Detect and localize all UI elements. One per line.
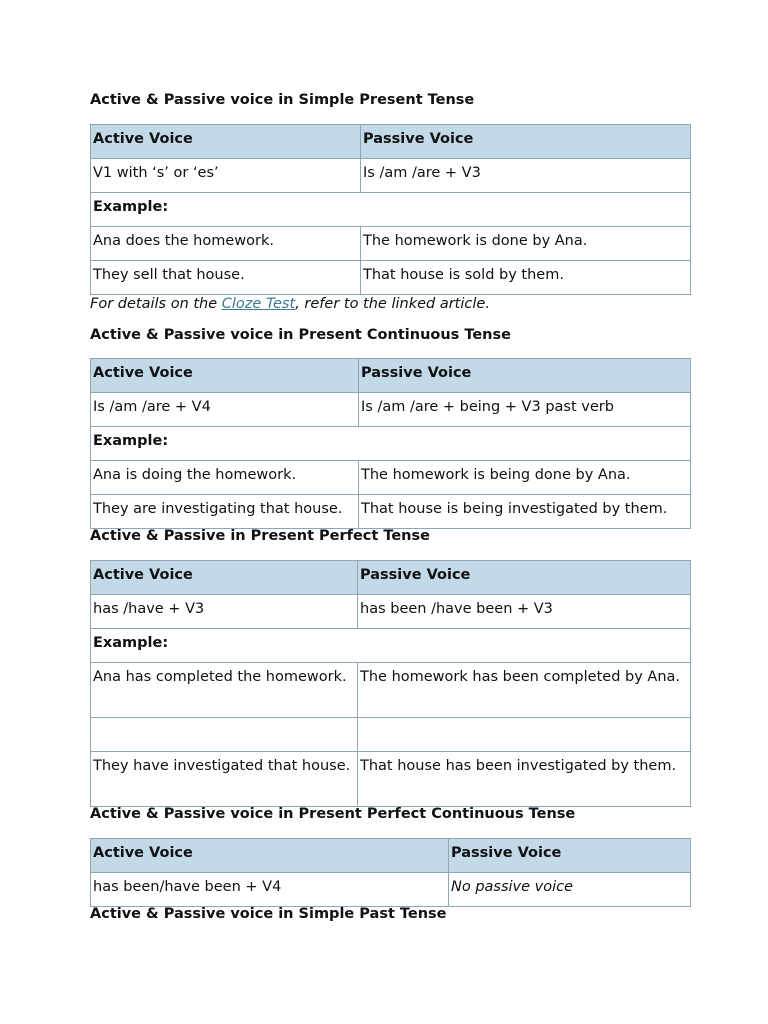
example-active: [91, 718, 358, 752]
example-label-row: [91, 629, 691, 663]
section-heading-simple-past: Active & Passive voice in Simple Past Tense: [90, 906, 447, 922]
section-heading-simple-present: Active & Passive voice in Simple Present Tense: [90, 92, 475, 108]
table-present-continuous: [90, 358, 691, 529]
table-row: [91, 663, 691, 718]
table-simple-present: [90, 124, 691, 295]
formula-active: has been/have been + V4: [91, 873, 449, 907]
cloze-test-note: [90, 296, 490, 312]
example-label-row: [91, 193, 691, 227]
example-label: Example:: [91, 193, 691, 227]
formula-passive: Is /am /are + being + V3 past verb: [359, 393, 691, 427]
example-active: Ana is doing the homework.: [91, 461, 359, 495]
header-passive-voice: Passive Voice: [361, 125, 691, 159]
header-passive-voice: Passive Voice: [359, 359, 691, 393]
example-active: Ana does the homework.: [91, 227, 361, 261]
example-passive: The homework is being done by Ana.: [359, 461, 691, 495]
table-row: [91, 752, 691, 807]
formula-active: Is /am /are + V4: [91, 393, 359, 427]
example-passive: The homework has been completed by Ana.: [358, 663, 691, 718]
table-row: [91, 227, 691, 261]
example-active: They sell that house.: [91, 261, 361, 295]
example-passive: That house is sold by them.: [361, 261, 691, 295]
header-passive-voice: Passive Voice: [358, 561, 691, 595]
table-row: [91, 495, 691, 529]
formula-row: [91, 393, 691, 427]
section-heading-present-perfect-continuous: Active & Passive voice in Present Perfect Continuous Tense: [90, 806, 576, 822]
table-row: [91, 261, 691, 295]
example-active: Ana has completed the homework.: [91, 663, 358, 718]
table-row: [91, 461, 691, 495]
example-passive: That house has been investigated by them.: [358, 752, 691, 807]
table-header-row: [91, 561, 691, 595]
formula-passive: Is /am /are + V3: [361, 159, 691, 193]
formula-active: V1 with ‘s’ or ‘es’: [91, 159, 361, 193]
example-label: Example:: [91, 427, 691, 461]
formula-row: [91, 159, 691, 193]
table-present-perfect: [90, 560, 691, 807]
section-heading-present-continuous: Active & Passive voice in Present Continuous Tense: [90, 327, 511, 343]
example-active: They have investigated that house.: [91, 752, 358, 807]
header-active-voice: Active Voice: [91, 359, 359, 393]
example-active: They are investigating that house.: [91, 495, 359, 529]
note-prefix: For details on the: [90, 296, 222, 312]
table-present-perfect-continuous: [90, 838, 691, 907]
formula-active: has /have + V3: [91, 595, 358, 629]
cloze-test-link[interactable]: Cloze Test: [221, 296, 296, 312]
table-header-row: [91, 359, 691, 393]
header-passive-voice: Passive Voice: [449, 839, 691, 873]
note-suffix: , refer to the linked article.: [295, 296, 490, 312]
header-active-voice: Active Voice: [91, 125, 361, 159]
section-heading-present-perfect: Active & Passive in Present Perfect Tense: [90, 528, 430, 544]
header-active-voice: Active Voice: [91, 839, 449, 873]
formula-passive: No passive voice: [449, 873, 691, 907]
formula-row: [91, 873, 691, 907]
example-label-row: [91, 427, 691, 461]
example-passive: The homework is done by Ana.: [361, 227, 691, 261]
table-row: [91, 718, 691, 752]
formula-passive: has been /have been + V3: [358, 595, 691, 629]
example-passive: That house is being investigated by them.: [359, 495, 691, 529]
table-header-row: [91, 125, 691, 159]
header-active-voice: Active Voice: [91, 561, 358, 595]
example-label: Example:: [91, 629, 691, 663]
formula-row: [91, 595, 691, 629]
table-header-row: [91, 839, 691, 873]
example-passive: [358, 718, 691, 752]
